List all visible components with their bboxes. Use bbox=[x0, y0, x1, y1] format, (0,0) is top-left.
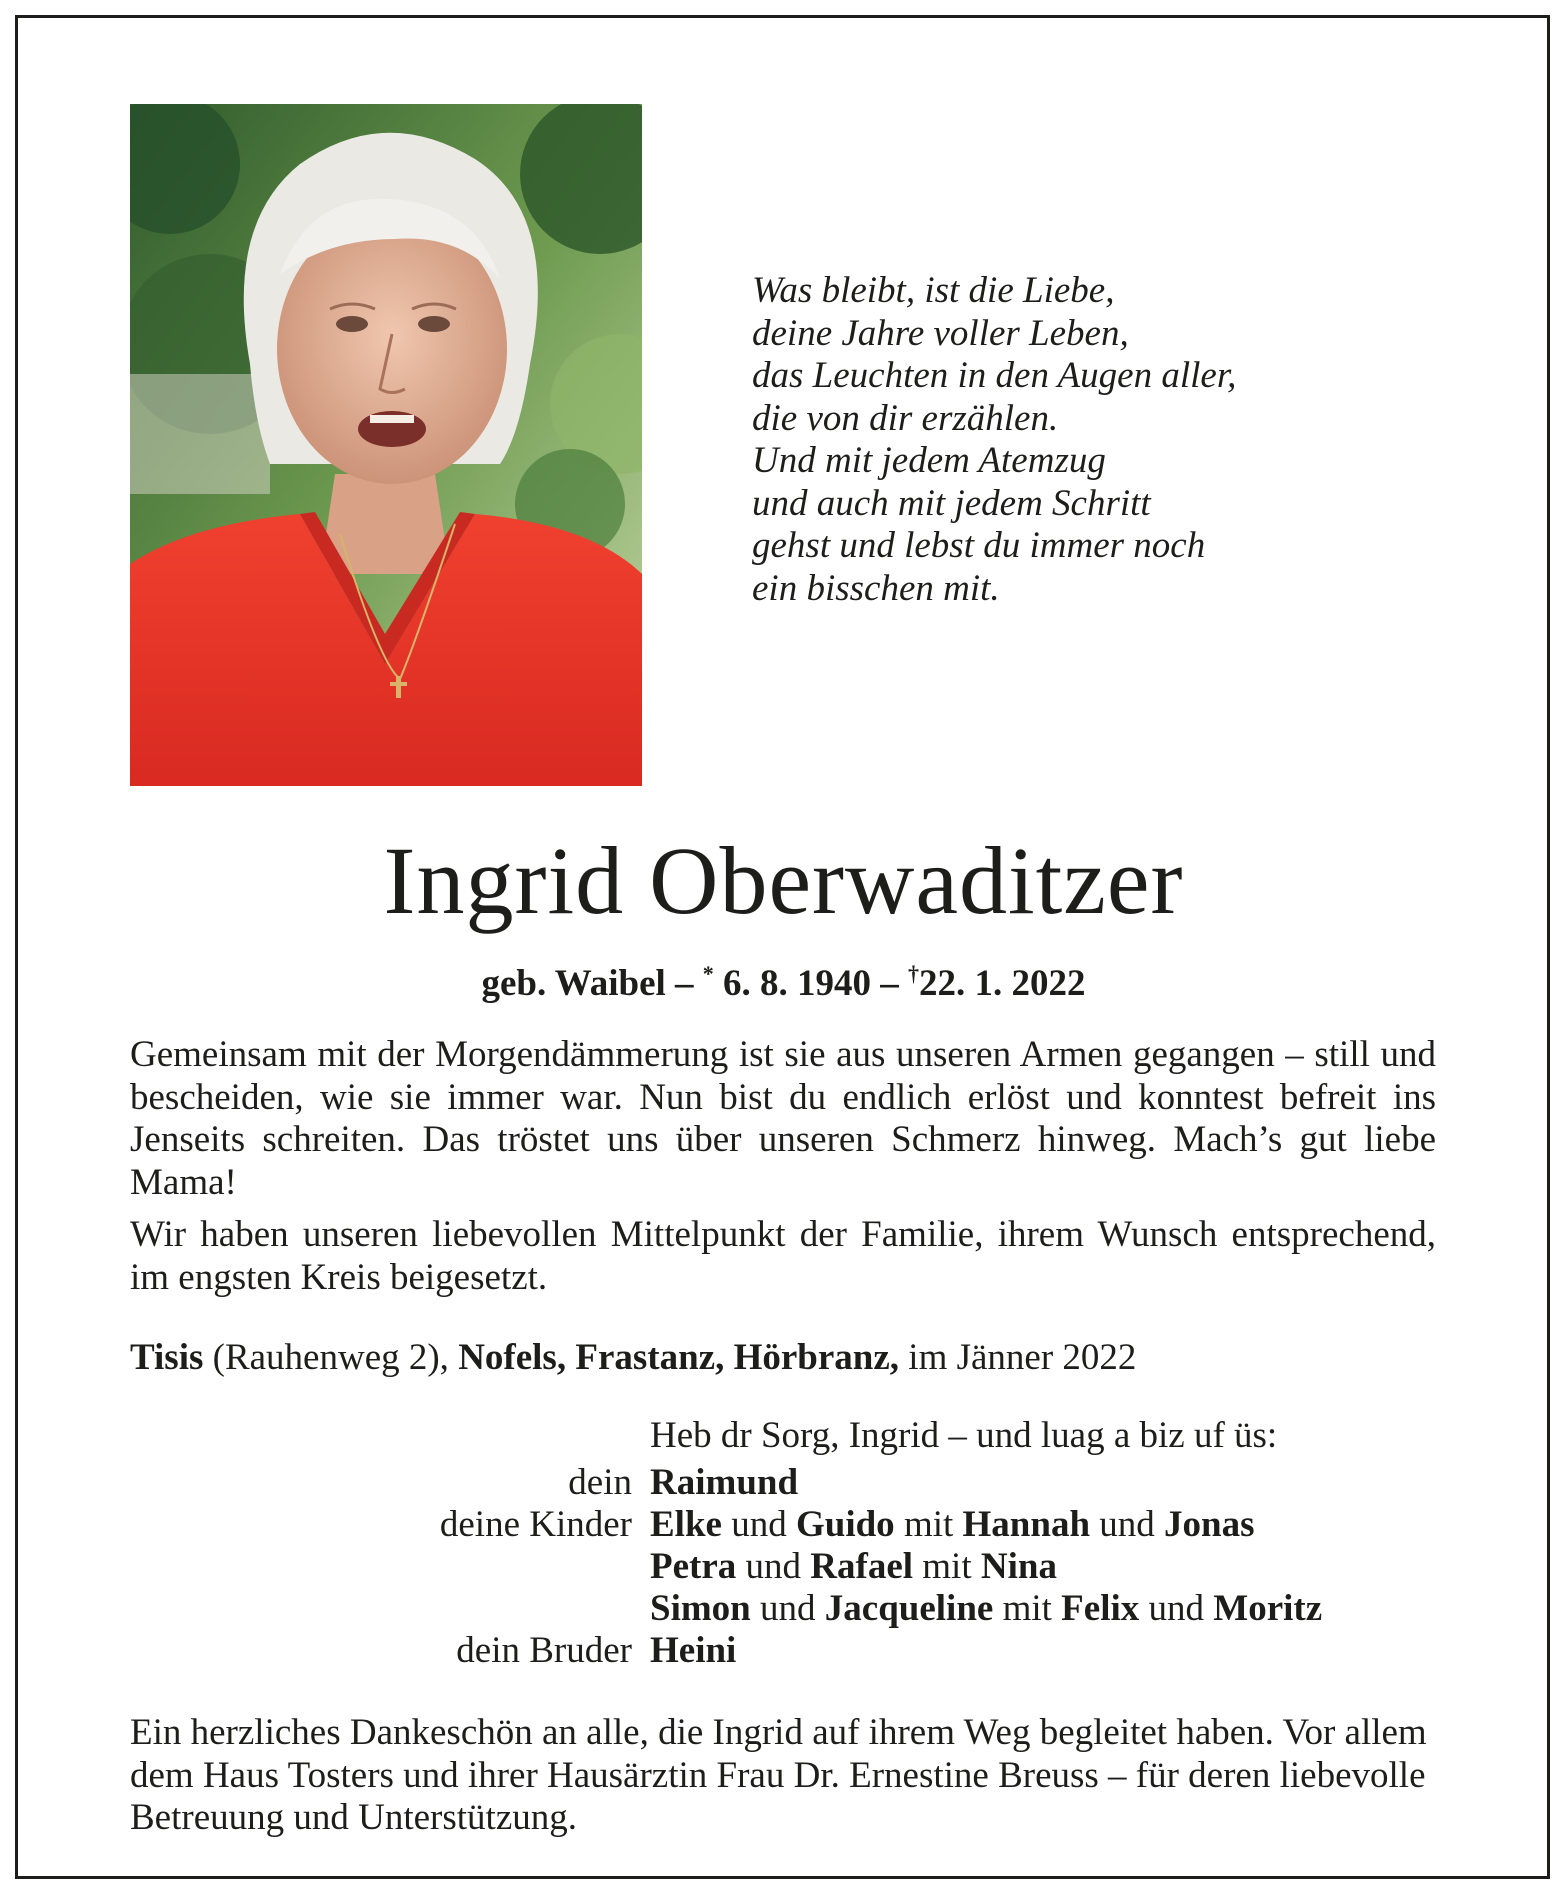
life-dates bbox=[0, 950, 1567, 1008]
poem-line: ein bisschen mit. bbox=[752, 567, 1000, 609]
mourner-name: Rafael bbox=[810, 1546, 914, 1587]
connector-word: und bbox=[736, 1546, 811, 1587]
portrait-icon bbox=[130, 104, 642, 786]
mourner-names bbox=[650, 1504, 1255, 1546]
mourner-names bbox=[650, 1630, 736, 1672]
deceased-name: Ingrid Oberwaditzer bbox=[383, 827, 1184, 934]
poem-line: das Leuchten in den Augen aller, bbox=[752, 355, 1237, 396]
mourner-name: Raimund bbox=[650, 1462, 799, 1503]
connector-word: und bbox=[721, 1504, 796, 1545]
mourner-names bbox=[650, 1588, 1322, 1630]
mourner-name: Petra bbox=[650, 1546, 737, 1587]
mourner-row bbox=[0, 1462, 1567, 1504]
connector-word: und bbox=[1139, 1588, 1214, 1629]
poem-line: Und mit jedem Atemzug bbox=[752, 440, 1106, 481]
maiden-name: geb. Waibel bbox=[481, 963, 666, 1004]
death-symbol: † bbox=[908, 961, 920, 986]
date-text: im Jänner 2022 bbox=[908, 1337, 1137, 1378]
mourners-list bbox=[0, 1462, 1567, 1672]
mourner-names bbox=[650, 1546, 1057, 1588]
paragraph-burial: Wir haben unseren liebevollen Mittelpunkt der Familie, ihrem Wunsch entsprechend, im engsten Kreis beigesetzt. bbox=[130, 1214, 1436, 1298]
connector-word: mit bbox=[993, 1588, 1062, 1629]
place-tisis: Tisis bbox=[130, 1337, 204, 1378]
dash-separator: – bbox=[675, 963, 694, 1004]
mourner-name: Hannah bbox=[962, 1504, 1091, 1545]
mourner-name: Elke bbox=[650, 1504, 722, 1545]
mourner-name: Jacqueline bbox=[824, 1588, 994, 1629]
mourner-relation: dein Bruder bbox=[456, 1630, 632, 1671]
poem bbox=[752, 270, 1452, 610]
place-detail: (Rauhenweg 2), bbox=[203, 1337, 459, 1378]
place-nofels: Nofels, bbox=[458, 1337, 567, 1378]
mourner-row bbox=[0, 1504, 1567, 1546]
connector-word: mit bbox=[894, 1504, 963, 1545]
mourner-name: Nina bbox=[980, 1546, 1057, 1587]
connector-word: mit bbox=[913, 1546, 981, 1587]
mourner-name: Jonas bbox=[1164, 1504, 1255, 1545]
poem-line: die von dir erzählen. bbox=[752, 397, 1059, 439]
mourner-row bbox=[0, 1588, 1567, 1630]
place-hoerbranz: Hörbranz, bbox=[733, 1337, 900, 1378]
mourner-name: Felix bbox=[1061, 1588, 1140, 1629]
poem-line: und auch mit jedem Schritt bbox=[752, 482, 1151, 524]
mourner-name: Simon bbox=[650, 1588, 751, 1629]
dash-separator: – bbox=[880, 963, 899, 1004]
connector-word: und bbox=[750, 1588, 825, 1629]
connector-word: und bbox=[1090, 1504, 1165, 1545]
mourner-names bbox=[650, 1462, 798, 1504]
death-date: 22. 1. 2022 bbox=[919, 963, 1086, 1004]
poem-line: Was bleibt, ist die Liebe, bbox=[752, 270, 1115, 311]
mourner-name: Moritz bbox=[1213, 1588, 1323, 1629]
mourner-row bbox=[0, 1630, 1567, 1672]
mourner-relation: dein bbox=[568, 1462, 632, 1503]
birth-symbol: * bbox=[702, 961, 714, 986]
poem-line: deine Jahre voller Leben, bbox=[752, 312, 1129, 354]
paragraph-farewell: Gemeinsam mit der Morgendämmerung ist sie aus unseren Armen gegangen – still und bescheiden, wie sie immer war. Nun bist du endlich erlöst und konntest befreit ins Jenseits schreiten. Das tröstet uns über unseren Schmerz hinweg. Mach’s gut liebe Mama! bbox=[130, 1034, 1436, 1203]
thanks-paragraph: Ein herzliches Dankeschön an alle, die Ingrid auf ihrem Weg begleitet haben. Vor allem dem Haus Tosters und ihrer Hausärztin Frau Dr. Ernestine Breuss – für deren liebevolle Betreuung und Unterstützung. bbox=[130, 1712, 1427, 1838]
mourners-intro: Heb dr Sorg, Ingrid – und luag a biz uf üs: bbox=[650, 1415, 1278, 1456]
birth-date: 6. 8. 1940 bbox=[723, 963, 872, 1004]
mourner-name: Guido bbox=[795, 1504, 895, 1545]
poem-line: gehst und lebst du immer noch bbox=[752, 525, 1206, 566]
mourner-name: Heini bbox=[650, 1630, 737, 1671]
places-line bbox=[130, 1336, 1136, 1380]
mourner-row bbox=[0, 1546, 1567, 1588]
portrait-photo bbox=[130, 104, 642, 786]
mourner-relation: deine Kinder bbox=[439, 1504, 632, 1545]
place-frastanz: Frastanz, bbox=[575, 1337, 725, 1378]
